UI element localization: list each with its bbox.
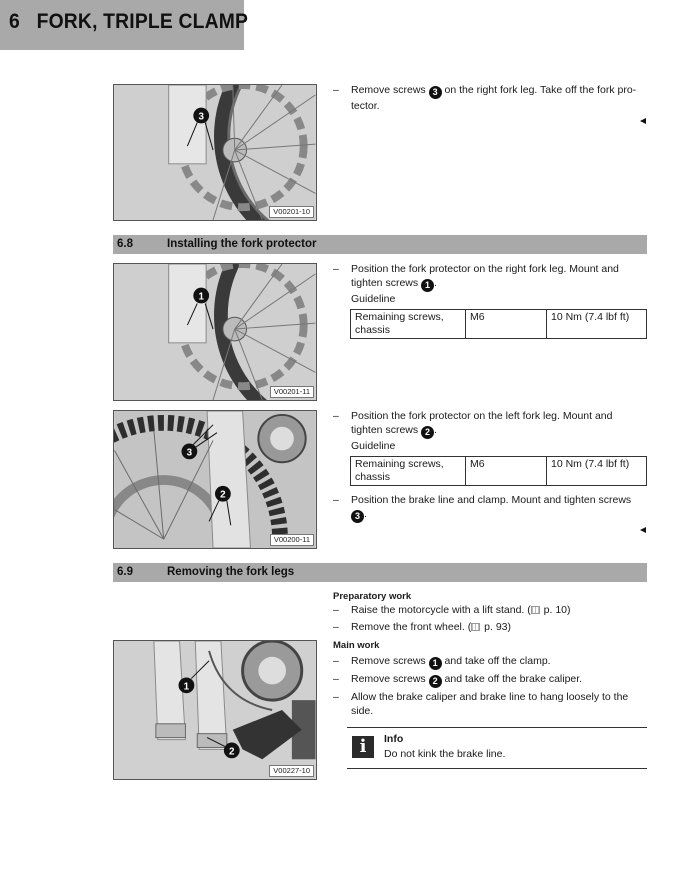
figure-front-wheel-right xyxy=(113,84,317,221)
step-brake-line-clamp xyxy=(333,493,639,523)
step-text: and take off the brake caliper. xyxy=(444,673,583,685)
spec-torque: 10 Nm (7.4 lbf ft) xyxy=(547,310,647,339)
step-text: Position the brake line and clamp. Mount and tighten screws xyxy=(351,494,632,506)
callout-badge: 2 xyxy=(429,675,442,688)
spec-thread: M6 xyxy=(466,457,547,486)
left-fork-photo xyxy=(114,411,316,548)
front-wheel-photo xyxy=(114,85,316,220)
spec-item: Remaining screws, chassis xyxy=(351,310,466,339)
torque-spec-table xyxy=(350,309,647,339)
dash: – xyxy=(333,673,339,685)
step-text: Raise the motorcycle with a lift stand. ( xyxy=(351,604,531,616)
section-number: 6.8 xyxy=(117,238,133,250)
dash: – xyxy=(333,621,339,633)
page-reference-icon xyxy=(471,623,480,631)
prep-step-front-wheel xyxy=(333,620,639,634)
step-text: ) xyxy=(507,621,512,633)
info-title: Info xyxy=(384,733,404,745)
fork-protector-photo xyxy=(114,264,316,400)
end-of-procedure-icon xyxy=(640,527,646,533)
prep-step-lift-stand xyxy=(333,603,639,617)
figure-code: V00201-11 xyxy=(270,386,314,398)
fork-legs-photo xyxy=(114,641,316,779)
step-text: Position the fork protector on the right fork leg. Mount and tighten screws xyxy=(351,263,619,289)
dash: – xyxy=(333,655,339,667)
figure-fork-protector-left xyxy=(113,410,317,549)
main-work-heading: Main work xyxy=(333,640,380,651)
callout-1: 1 xyxy=(183,681,190,693)
chapter-number: 6 xyxy=(9,10,20,33)
step-text: Allow the brake caliper and brake line to hang loosely to the side. xyxy=(351,691,629,717)
callout-badge: 1 xyxy=(421,279,434,292)
end-of-procedure-icon xyxy=(640,118,646,124)
step-text: . xyxy=(364,508,367,520)
step-remove-screws-3 xyxy=(333,83,639,113)
info-top-rule xyxy=(347,727,647,728)
figure-fork-legs xyxy=(113,640,317,780)
step-text: ) xyxy=(567,604,571,616)
section-title: Installing the fork protector xyxy=(167,238,317,250)
callout-badge: 3 xyxy=(351,510,364,523)
figure-code: V00227-10 xyxy=(269,765,314,777)
callout-3: 3 xyxy=(186,447,193,459)
page-reference-link[interactable]: p. 93 xyxy=(484,621,508,633)
main-step-brake-caliper xyxy=(333,672,639,688)
dash: – xyxy=(333,263,339,275)
step-text: on the right fork leg. Take off the fork pro-tector. xyxy=(351,84,637,112)
info-bottom-rule xyxy=(347,768,647,769)
step-mount-left-protector xyxy=(333,409,639,439)
spec-thread: M6 xyxy=(466,310,547,339)
callout-badge: 2 xyxy=(421,426,434,439)
guideline-label: Guideline xyxy=(351,293,396,305)
callout-1: 1 xyxy=(198,291,204,303)
chapter-title xyxy=(9,10,248,34)
main-step-hang-loosely xyxy=(333,690,639,718)
page-reference-icon xyxy=(531,606,540,614)
step-text: . xyxy=(434,424,437,436)
dash: – xyxy=(333,691,339,703)
step-mount-right-protector xyxy=(333,262,639,292)
callout-3: 3 xyxy=(198,111,204,123)
step-text: Remove screws xyxy=(351,655,426,667)
step-text: . xyxy=(434,277,437,289)
step-text: Position the fork protector on the left fork leg. Mount and tighten screws xyxy=(351,410,613,436)
section-6-9-header xyxy=(113,563,647,582)
info-text: Do not kink the brake line. xyxy=(384,748,506,760)
dash: – xyxy=(333,494,339,506)
section-number: 6.9 xyxy=(117,566,133,578)
table-row xyxy=(351,457,647,486)
figure-code: V00200-11 xyxy=(270,534,314,546)
spec-torque: 10 Nm (7.4 lbf ft) xyxy=(547,457,647,486)
info-icon: i xyxy=(352,736,374,758)
torque-spec-table xyxy=(350,456,647,486)
callout-2: 2 xyxy=(220,489,226,501)
section-title: Removing the fork legs xyxy=(167,566,295,578)
step-text: and take off the clamp. xyxy=(444,655,551,667)
chapter-header xyxy=(0,0,249,50)
figure-fork-protector-right xyxy=(113,263,317,401)
figure-code: V00201-10 xyxy=(269,206,314,218)
main-step-clamp xyxy=(333,654,639,670)
page-reference-link[interactable]: p. 10 xyxy=(543,604,568,616)
dash: – xyxy=(333,604,339,616)
dash: – xyxy=(333,84,339,96)
callout-2: 2 xyxy=(229,746,235,758)
step-text: Remove screws xyxy=(351,84,426,96)
step-text: Remove the front wheel. ( xyxy=(351,621,472,633)
guideline-label: Guideline xyxy=(351,440,396,452)
chapter-title-text: FORK, TRIPLE CLAMP xyxy=(36,10,249,33)
callout-badge: 1 xyxy=(429,657,442,670)
table-row xyxy=(351,310,647,339)
callout-badge: 3 xyxy=(429,86,442,99)
section-6-8-header xyxy=(113,235,647,254)
spec-item: Remaining screws, chassis xyxy=(351,457,466,486)
preparatory-work-heading: Preparatory work xyxy=(333,591,412,602)
step-text: Remove screws xyxy=(351,673,426,685)
dash: – xyxy=(333,410,339,422)
